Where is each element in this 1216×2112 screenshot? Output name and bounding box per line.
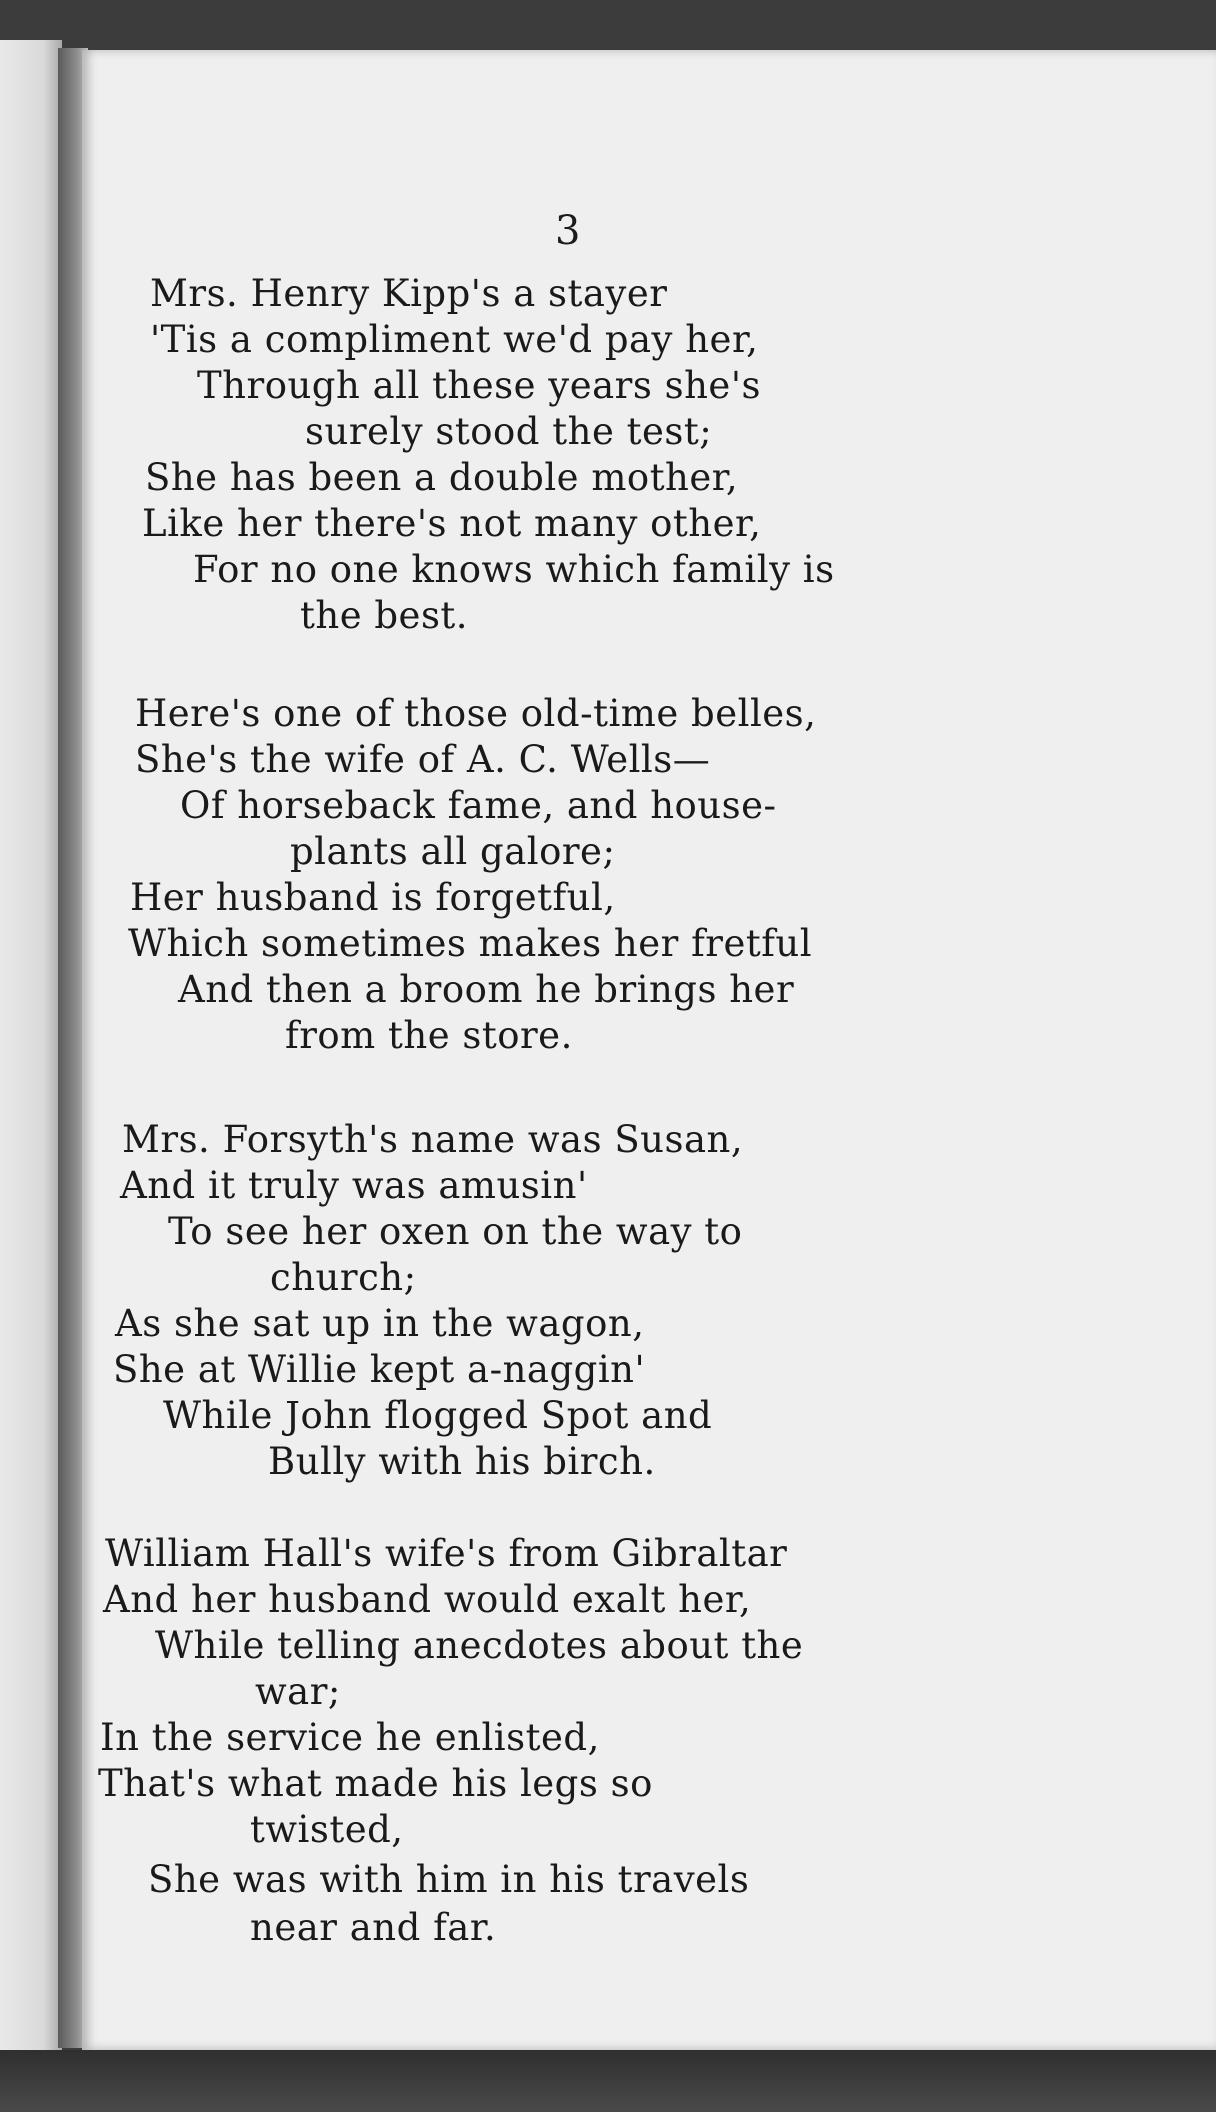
poem-line: from the store. xyxy=(285,1014,573,1057)
poem-line: Bully with his birch. xyxy=(268,1440,656,1483)
poem-line: While telling anecdotes about the xyxy=(155,1624,804,1667)
poem-line: And it truly was amusin' xyxy=(120,1164,588,1207)
poem-line: surely stood the test; xyxy=(305,410,713,453)
poem-line: William Hall's wife's from Gibraltar xyxy=(105,1532,788,1575)
scan-bottom-edge xyxy=(0,2050,1216,2112)
poem-line: In the service he enlisted, xyxy=(100,1716,600,1759)
poem-line: war; xyxy=(255,1670,341,1713)
page-number: 3 xyxy=(555,208,581,254)
poem-line: As she sat up in the wagon, xyxy=(115,1302,645,1345)
poem-line: She was with him in his travels xyxy=(148,1858,750,1901)
poem-line: Mrs. Forsyth's name was Susan, xyxy=(122,1118,744,1161)
poem-line: near and far. xyxy=(250,1906,497,1949)
poem-line: Which sometimes makes her fretful xyxy=(128,922,813,965)
poem-line: That's what made his legs so xyxy=(98,1762,653,1805)
poem-line: While John flogged Spot and xyxy=(163,1394,713,1437)
poem-line: 'Tis a compliment we'd pay her, xyxy=(150,318,759,361)
poem-line: Her husband is forgetful, xyxy=(130,876,616,919)
poem-line: To see her oxen on the way to xyxy=(168,1210,743,1253)
poem-line: church; xyxy=(270,1256,417,1299)
facing-page-edge xyxy=(0,40,62,2050)
poem-line: twisted, xyxy=(250,1808,404,1851)
poem-line: plants all galore; xyxy=(290,830,616,873)
poem-line: She has been a double mother, xyxy=(145,456,739,499)
poem-line: Through all these years she's xyxy=(197,364,761,407)
poem-line: For no one knows which family is xyxy=(193,548,835,591)
poem-line: Mrs. Henry Kipp's a stayer xyxy=(150,272,668,315)
poem-line: the best. xyxy=(300,594,469,637)
poem-line: And then a broom he brings her xyxy=(178,968,795,1011)
poem-line: She's the wife of A. C. Wells— xyxy=(135,738,711,781)
poem-line: Here's one of those old-time belles, xyxy=(135,692,817,735)
poem-line: She at Willie kept a-naggin' xyxy=(113,1348,646,1391)
poem-line: And her husband would exalt her, xyxy=(103,1578,752,1621)
poem-line: Of horseback fame, and house- xyxy=(180,784,777,827)
poem-line: Like her there's not many other, xyxy=(142,502,762,545)
